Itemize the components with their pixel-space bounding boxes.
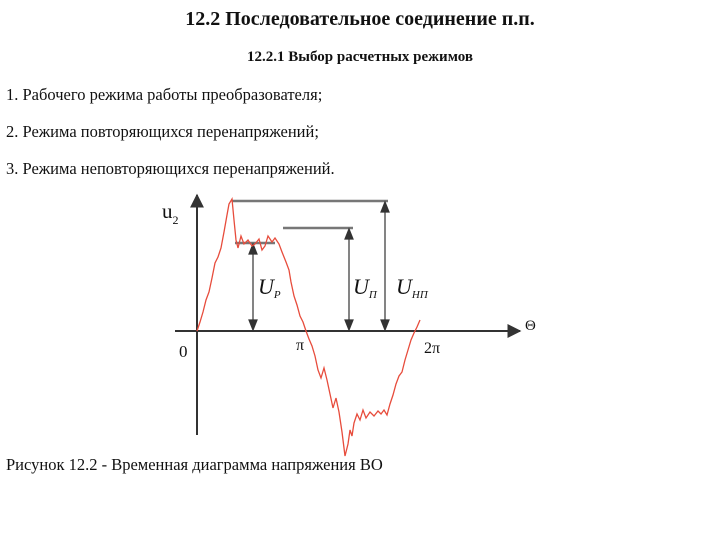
two-pi-label: 2π bbox=[424, 340, 441, 357]
un-arrow-head-bottom bbox=[345, 320, 353, 330]
up-label: UР bbox=[258, 274, 281, 301]
un-label: UП bbox=[353, 274, 377, 301]
unp-label: UНП bbox=[396, 274, 428, 301]
x-axis-label: Θ bbox=[525, 318, 536, 334]
list-item: 3. Режима неповторяющихся перенапряжений. bbox=[6, 159, 335, 178]
list-item: 2. Режима повторяющихся перенапряжений; bbox=[6, 122, 319, 141]
page-title: 12.2 Последовательное соединение п.п. bbox=[185, 8, 535, 30]
list-item: 1. Рабочего режима работы преобразователя; bbox=[6, 85, 323, 104]
y-axis-label: $u_2$ bbox=[162, 199, 179, 227]
unp-arrow-head-bottom bbox=[381, 320, 389, 330]
origin-label: 0 bbox=[179, 342, 188, 361]
pi-label: π bbox=[296, 337, 305, 354]
section-subtitle: 12.2.1 Выбор расчетных режимов bbox=[247, 49, 473, 65]
un-arrow-head-top bbox=[345, 229, 353, 239]
unp-arrow-head-top bbox=[381, 202, 389, 212]
figure-caption: Рисунок 12.2 - Временная диаграмма напряжения ВО bbox=[6, 455, 383, 474]
up-arrow-head-bottom bbox=[249, 320, 257, 330]
